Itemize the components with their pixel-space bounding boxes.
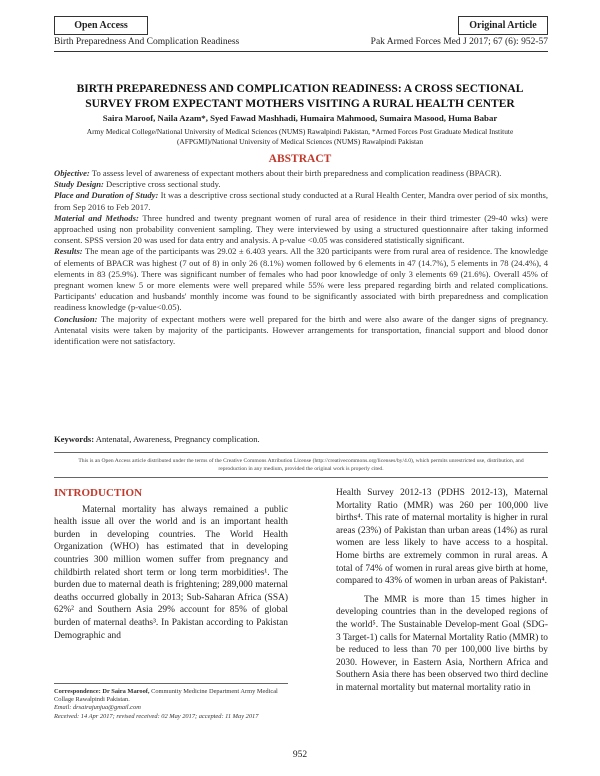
header-divider bbox=[54, 51, 548, 52]
results-label: Results: bbox=[54, 246, 83, 257]
page-number: 952 bbox=[292, 750, 308, 760]
abstract-conclusion bbox=[54, 314, 548, 348]
left-column bbox=[54, 487, 288, 642]
correspondence-text: Community Medicine Department Army Medical Collage Rawalpindi Pakistan. bbox=[54, 688, 278, 704]
introduction-heading: INTRODUCTION bbox=[54, 487, 143, 499]
conclusion-label: Conclusion: bbox=[54, 313, 98, 324]
keywords bbox=[54, 434, 260, 444]
right-column bbox=[336, 487, 548, 695]
correspondence-label: Correspondence: Dr Saira Maroof, bbox=[54, 688, 150, 695]
author-list: Saira Maroof, Naila Azam*, Syed Fawad Mashhadi, Humaira Mahmood, Sumaira Masood, Huma Babar bbox=[102, 113, 498, 123]
abstract-place bbox=[54, 190, 548, 212]
abstract-heading: ABSTRACT bbox=[268, 153, 332, 165]
author-affiliation: Army Medical College/National University of Medical Sciences (NUMS) Rawalpindi Pakistan, *Armed Forces Post Graduate Medical Institute (AFPGMI)/National University of Medical Sciences (NUMS) Rawalpindi Pakistan bbox=[86, 127, 514, 146]
journal-reference: Pak Armed Forces Med J 2017; 67 (6): 952-57 bbox=[370, 37, 548, 47]
methods-label: Material and Methods: bbox=[54, 212, 139, 223]
correspondence-block bbox=[54, 683, 288, 721]
design-label: Study Design: bbox=[54, 179, 104, 190]
results-text: The mean age of the participants was 29.02 ± 6.403 years. All the 320 participants were from rural area of residence. The knowledge of elements of BPACR was highest (7 out of 8) in only 26 (8.1%) women followed by 6 elements in 47 (14.7%), 5 elements in 78 (24.4%), 4 elements in 83 (25.9%). There was significant number of females who had poor knowledge of only 3 elements 69 (21.6%). Overall 45% of pregnant women knew 5 or more elements were well prepared while 55% were less prepared regarding birth and related complications. Participants' education and husbands' monthly income was found to be significantly associated with birth preparedness and complication readiness knowledge (p-value<0.05). bbox=[54, 246, 548, 313]
manuscript-dates: Received: 14 Apr 2017; revised received: 02 May 2017; accepted: 11 May 2017 bbox=[54, 712, 259, 720]
intro-paragraph-1: Maternal mortality has always remained a public health issue all over the world and is an important health burden in developing countries. The World Health Organization (WHO) has estimated that in developing countries 300 million women suffer from pregnancy and childbirth related short term or long term morbidities¹. The burden due to maternal death is frightening; 289,000 maternal deaths occurred globally in 2013; Sub-Saharan Africa (SSA) 62%² and Southern Asia 29% account for 85% of global burden of maternal deaths³. In Pakistan according to Pakistan Demographic and bbox=[54, 504, 288, 641]
keywords-label: Keywords: bbox=[54, 434, 95, 444]
design-text: Descriptive cross sectional study. bbox=[103, 179, 221, 190]
abstract-methods bbox=[54, 213, 548, 247]
conclusion-text: The majority of expectant mothers were well prepared for the birth and were also aware of the danger signs of pregnancy. Antenatal visits were taken by majority of the participants. However arrangements for transportation, financial support and blood donor identification were not satisfactory. bbox=[54, 313, 548, 347]
place-label: Place and Duration of Study: bbox=[54, 190, 159, 201]
methods-text: Three hundred and twenty pregnant women of rural area of residence in their third trimester (29-40 wks) were approached using non probability convenient sampling. They were interviewed by using a structured questionnaire after taking informed consent. SPSS version 20 was used for data entry and analysis. A p-value <0.05 was considered statistically significant. bbox=[54, 212, 548, 246]
objective-text: To assess level of awareness of expectant mothers about their birth preparedness and complication readiness (BPACR). bbox=[89, 168, 502, 178]
keywords-text: Antenatal, Awareness, Pregnancy complication. bbox=[94, 434, 260, 444]
article-type-badge: Original Article bbox=[458, 16, 548, 35]
license-notice: This is an Open Access article distributed under the terms of the Creative Commons Attribution License (http://creativecommons.org/licenses/by/4.0), which permits unrestricted use, distribution, and reproduction in any medium, provided the original work is properly cited. bbox=[54, 452, 548, 478]
objective-label: Objective: bbox=[54, 168, 90, 178]
place-text: It was a descriptive cross sectional study conducted at a Rural Health Center, Mandra over period of six months, from Sep 2016 to Feb 2017. bbox=[54, 190, 548, 212]
open-access-badge: Open Access bbox=[54, 16, 148, 35]
article-title: BIRTH PREPAREDNESS AND COMPLICATION READINESS: A CROSS SECTIONAL SURVEY FROM EXPECTANT MOTHERS VISITING A RURAL HEALTH CENTER bbox=[76, 83, 524, 110]
correspondence-email[interactable]: Email: drsairajunjua@gmail.com bbox=[54, 704, 141, 712]
abstract-objective bbox=[54, 168, 548, 179]
intro-paragraph-2: The MMR is more than 15 times higher in developing countries than in the developed regions of the world⁵. The Sustainable Develop-ment Goal (SDG-3 Target-1) calls for Maternal Mortality Ratio (MMR) to be reduced to less than 70 per 100,000 live births by 2030. However, in Eastern Asia, Northern Africa and Southern Asia there has been observed two third decline in maternal mortality but maternal mortality ratio in bbox=[336, 594, 548, 693]
abstract-design bbox=[54, 179, 548, 190]
abstract-results bbox=[54, 246, 548, 313]
running-title: Birth Preparedness And Complication Readiness bbox=[54, 37, 240, 47]
intro-paragraph-1-cont: Health Survey 2012-13 (PDHS 2012-13), Maternal Mortality Ratio (MMR) was 260 per 100,000 live births⁴. This rate of maternal mortality is higher in rural areas (23%) of Pakistan than urban areas (14%) as rural women are less likely to have access to a hospital. Home births are extremely common in rural areas. A total of 74% of women in rural areas give birth at home, compared to 43% of women in urban areas of Pakistan⁴. bbox=[336, 488, 548, 587]
abstract-body bbox=[54, 168, 548, 347]
